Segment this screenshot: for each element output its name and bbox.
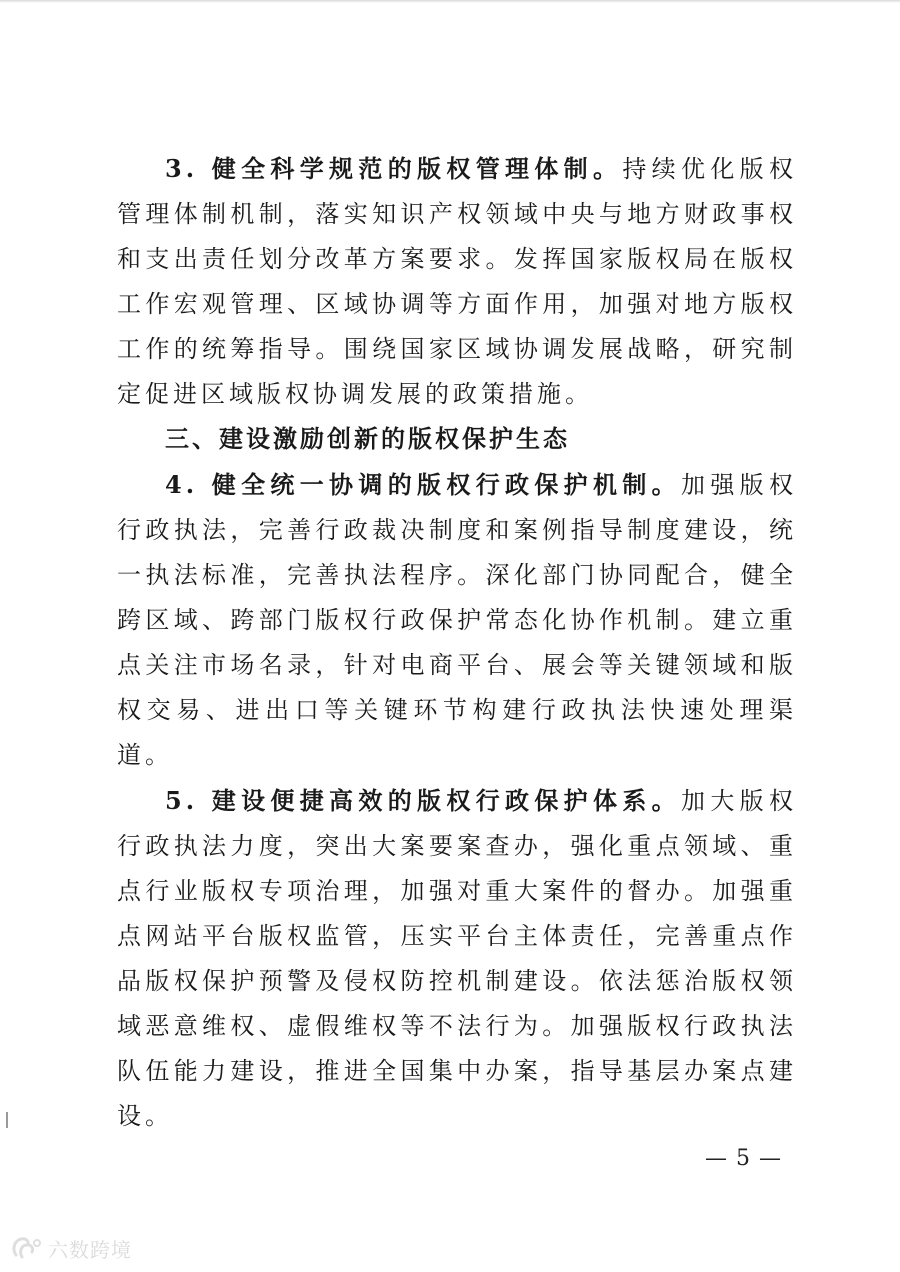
paragraph-3 xyxy=(117,146,797,417)
section-heading-3: 三、建设激励创新的版权保护生态 xyxy=(165,425,570,453)
paragraph-3-lead: 3. 健全科学规范的版权管理体制。 xyxy=(165,154,623,183)
document-body xyxy=(117,146,797,1139)
page-top-edge xyxy=(0,0,900,3)
paragraph-3-body: 持续优化版权管理体制机制，落实知识产权领域中央与地方财政事权和支出责任划分改革方案要求。发挥国家版权局在版权工作宏观管理、区域协调等方面作用，加强对地方版权工作的统筹指导。围绕国家区域协调发展战略，研究制定促进区域版权协调发展的政策措施。 xyxy=(117,155,797,408)
paragraph-5 xyxy=(117,778,797,1139)
watermark-logo-icon xyxy=(10,1235,44,1263)
paragraph-4-lead: 4. 健全统一协调的版权行政保护机制。 xyxy=(165,470,682,499)
paragraph-5-lead: 5. 建设便捷高效的版权行政保护体系。 xyxy=(165,786,682,815)
scan-mark xyxy=(6,1112,8,1128)
watermark-text: 六数跨境 xyxy=(48,1238,132,1262)
page-number: — 5 — xyxy=(705,1146,782,1171)
watermark xyxy=(10,1234,132,1263)
paragraph-5-body: 加大版权行政执法力度，突出大案要案查办，强化重点领域、重点行业版权专项治理，加强对重大案件的督办。加强重点网站平台版权监管，压实平台主体责任，完善重点作品版权保护预警及侵权防控机制建设。依法惩治版权领域恶意维权、虚假维权等不法行为。加强版权行政执法队伍能力建设，推进全国集中办案，指导基层办案点建设。 xyxy=(117,787,798,1130)
paragraph-4-body: 加强版权行政执法，完善行政裁决制度和案例指导制度建设，统一执法标准，完善执法程序。深化部门协同配合，健全跨区域、跨部门版权行政保护常态化协作机制。建立重点关注市场名录，针对电商平台、展会等关键领域和版权交易、进出口等关键环节构建行政执法快速处理渠道。 xyxy=(117,471,798,769)
paragraph-4 xyxy=(117,462,797,778)
